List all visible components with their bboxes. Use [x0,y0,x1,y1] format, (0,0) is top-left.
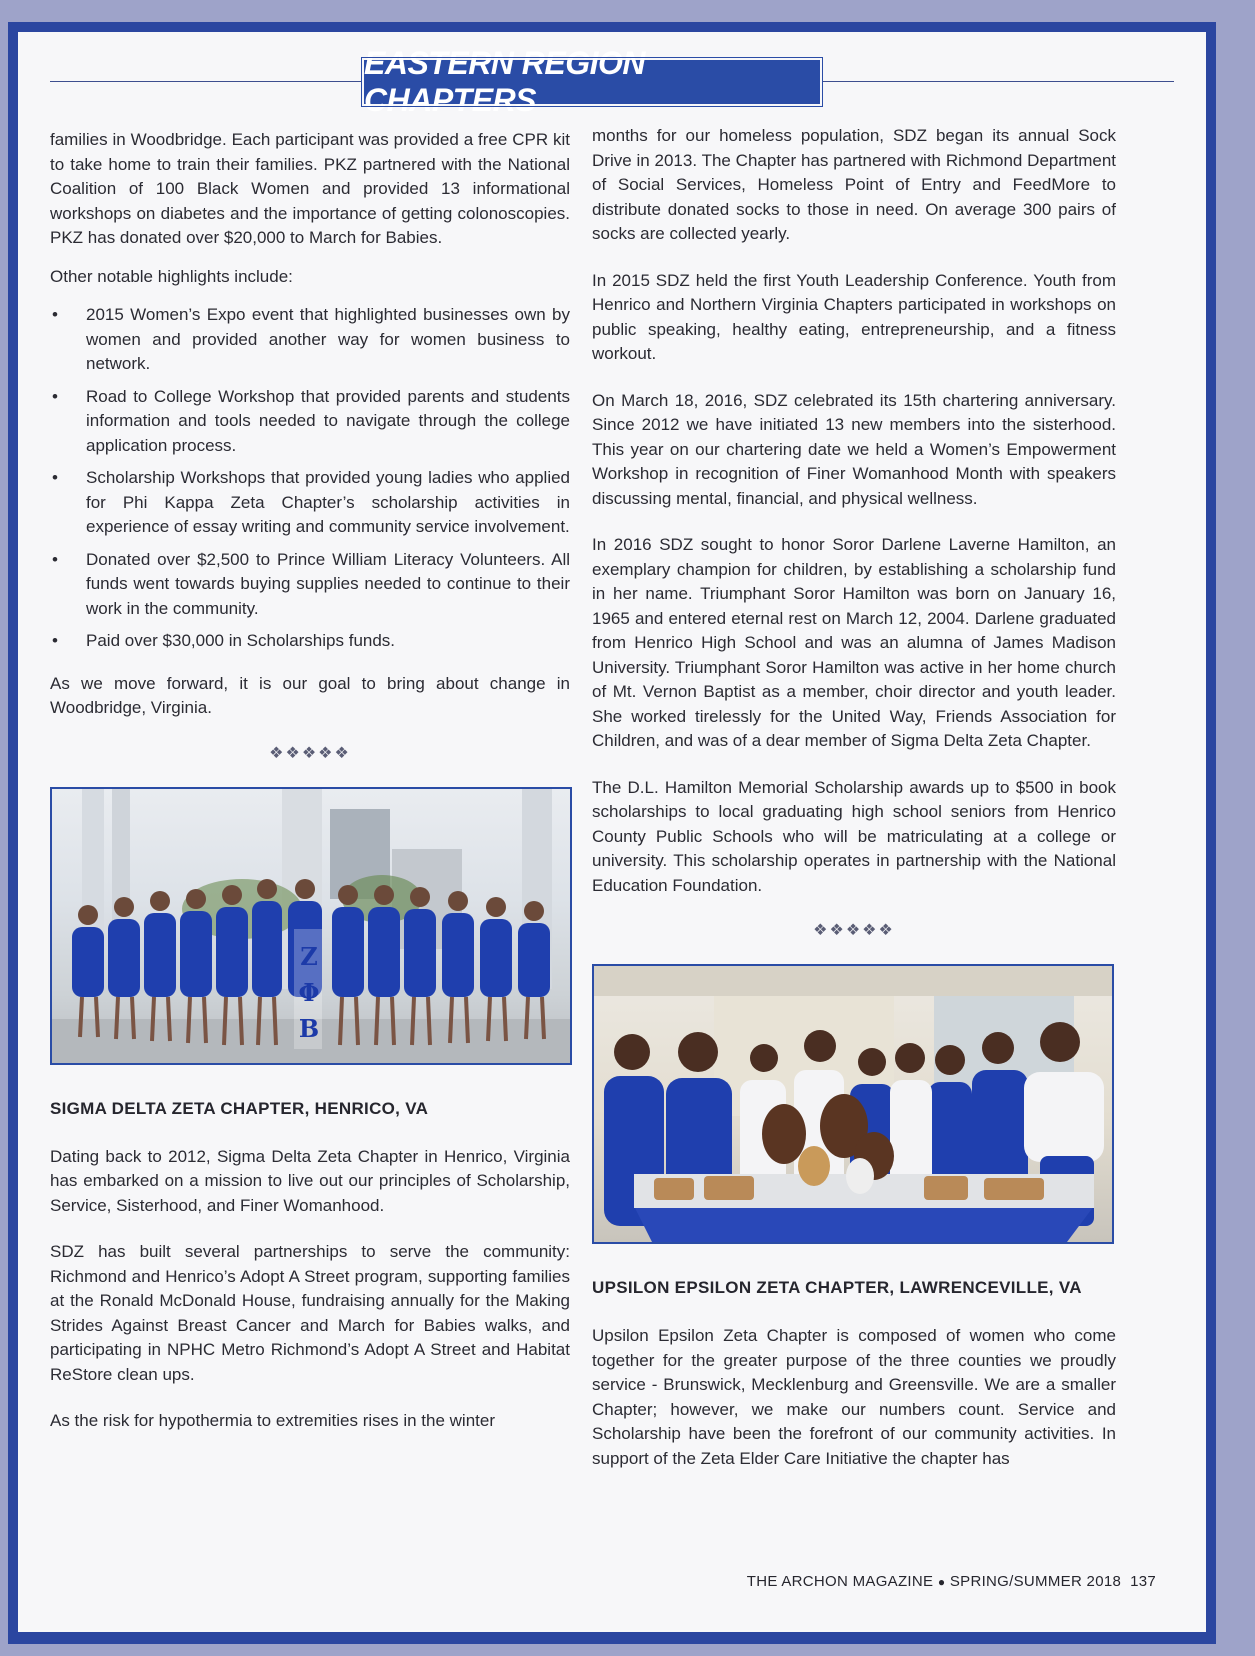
right-column [592,124,1116,1493]
sdz-chapter-heading: SIGMA DELTA ZETA CHAPTER, HENRICO, VA [50,1098,429,1118]
magazine-name: THE ARCHON MAGAZINE [746,1573,934,1590]
intro-paragraph: families in Woodbridge. Each participant was provided a free CPR kit to take home to train their families. PKZ partnered with the National Coalition of 100 Black Women and provided 13 informational workshops on diabetes and the importance of getting colonoscopies. PKZ has donated over $20,000 to March for Babies. [50,130,570,247]
bullet-icon: • [52,305,58,324]
uez-paragraph: Upsilon Epsilon Zeta Chapter is composed of women who come together for the greater purpose of the three counties we proudly service - Brunswick, Mecklenburg and Greensville. We are a smaller Chapter; however, we make our numbers count. Service and Scholarship have been the forefront of our community activities. In support of the Zeta Elder Care Initiative the chapter has [592,1326,1116,1468]
list-item-text: Donated over $2,500 to Prince William Literacy Volunteers. All funds went towards buying supplies needed to continue to their work in the community. [86,549,570,618]
bullet-icon: • [52,631,58,650]
uez-photo-illustration [594,966,1114,1244]
greek-letters-sign: ZΦB [298,941,320,1043]
right-paragraph-2: In 2015 SDZ held the first Youth Leadership Conference. Youth from Henrico and Northern Virginia Chapters participated in workshops on public speaking, healthy eating, entrepreneurship, and a fitness workout. [592,270,1116,363]
footer-separator: ● [937,1575,946,1589]
highlights-intro: Other notable highlights include: [50,266,293,286]
list-item-text: 2015 Women’s Expo event that highlighted businesses own by women and provided another way for women business to network. [86,305,570,373]
list-item [50,548,570,622]
uez-group-photo [592,964,1114,1244]
list-item [50,303,570,377]
right-paragraph-3: On March 18, 2016, SDZ celebrated its 15th chartering anniversary. Since 2012 we have initiated 13 new members into the sisterhood. This year on our chartering date we held a Women’s Empowerment Workshop in recognition of Finer Womanhood Month with speakers discussing mental, financial, and physical wellness. [592,390,1116,508]
left-column [50,128,570,1456]
right-paragraph-4: In 2016 SDZ sought to honor Soror Darlene Laverne Hamilton, an exemplary champion for children, by establishing a scholarship fund in her name. Triumphant Soror Hamilton was born on January 16, 1965 and entered eternal rest on March 12, 2004. Darlene graduated from Henrico High School and was an alumna of James Madison University. Triumphant Soror Hamilton was active in her home church of Mt. Vernon Baptist as a member, choir director and youth leader. She worked tirelessly for the United Way, Friends Association for Children, and was of a dear member of Sigma Delta Zeta Chapter. [592,535,1116,750]
bullet-icon: • [52,549,58,569]
issue-label: SPRING/SUMMER 2018 [949,1573,1122,1590]
highlights-list [50,303,570,654]
magazine-page [18,32,1206,1632]
list-item [50,385,570,459]
uez-chapter-heading: UPSILON EPSILON ZETA CHAPTER, LAWRENCEVILLE, VA [592,1278,1082,1297]
closing-paragraph: As we move forward, it is our goal to bring about change in Woodbridge, Virginia. [50,673,570,717]
sdz-group-photo [50,787,572,1065]
list-item-text: Road to College Workshop that provided parents and students information and tools needed to navigate through the college application process. [86,386,570,455]
ornament-divider: ❖❖❖❖❖ [813,922,895,939]
right-paragraph-1: months for our homeless population, SDZ began its annual Sock Drive in 2013. The Chapter has partnered with Richmond Department of Social Services, Homeless Point of Entry and FeedMore to distribute donated socks to those in need. On average 300 pairs of socks are collected yearly. [592,126,1116,243]
list-item-text: Paid over $30,000 in Scholarships funds. [86,631,396,650]
section-title: EASTERN REGION CHAPTERS [364,45,646,118]
sdz-paragraph-1: Dating back to 2012, Sigma Delta Zeta Chapter in Henrico, Virginia has embarked on a mission to live out our principles of Scholarship, Service, Sisterhood, and Finer Womanhood. [50,1146,570,1215]
ornament-divider: ❖❖❖❖❖ [269,744,351,762]
bullet-icon: • [52,386,58,406]
sdz-paragraph-2: SDZ has built several partnerships to serve the community: Richmond and Henrico’s Adopt A Street program, supporting families at the Ronald McDonald House, fundraising annually for the Making Strides Against Breast Cancer and March for Babies walks, and participating in NPHC Metro Richmond’s Adopt A Street and Habitat ReStore clean ups. [50,1242,570,1384]
list-item-text: Scholarship Workshops that provided young ladies who applied for Phi Kappa Zeta Chapter’s scholarship activities in experience of essay writing and community service involvement. [86,468,570,536]
section-title-banner [362,45,822,118]
right-paragraph-5: The D.L. Hamilton Memorial Scholarship awards up to $500 in book scholarships to local graduating high school seniors from Henrico County Public Schools who will be matriculating at a college or university. This scholarship operates in partnership with the National Education Foundation. [592,777,1116,895]
bullet-icon: • [52,468,58,487]
page-footer [747,1573,1156,1590]
list-item [50,629,570,654]
page-number: 137 [1130,1573,1156,1590]
sdz-paragraph-3: As the risk for hypothermia to extremities rises in the winter [50,1411,495,1430]
list-item [50,466,570,540]
